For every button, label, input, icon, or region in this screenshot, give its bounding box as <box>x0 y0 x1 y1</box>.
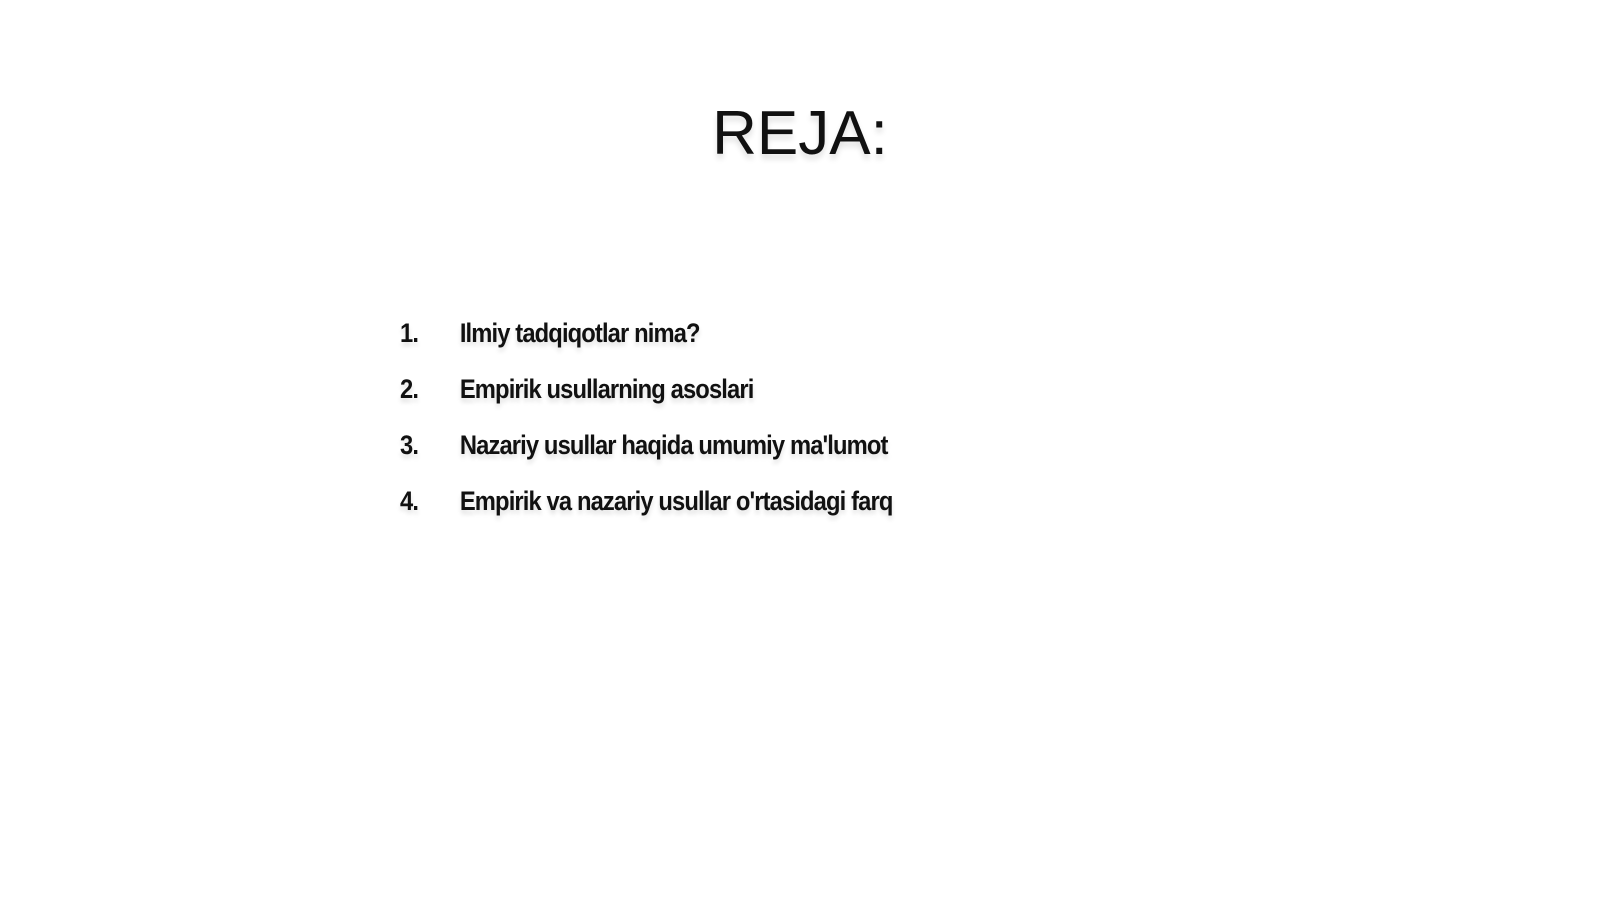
plan-item-number: 4. <box>400 486 419 516</box>
plan-item-1 <box>400 318 892 374</box>
plan-item-text: Nazariy usullar haqida umumiy ma'lumot <box>459 430 888 460</box>
plan-item-number: 2. <box>400 374 419 404</box>
plan-item-text: Empirik va nazariy usullar o'rtasidagi farq <box>459 486 893 516</box>
plan-item-text: Ilmiy tadqiqotlar nima? <box>459 318 700 348</box>
plan-item-4 <box>400 486 892 542</box>
slide-title: REJA: <box>712 99 888 168</box>
plan-item-number: 3. <box>400 430 419 460</box>
plan-item-text: Empirik usullarning asoslari <box>459 374 754 404</box>
plan-item-3 <box>400 430 892 486</box>
plan-list <box>400 318 960 542</box>
plan-item-number: 1. <box>400 318 419 348</box>
plan-item-2 <box>400 374 892 430</box>
